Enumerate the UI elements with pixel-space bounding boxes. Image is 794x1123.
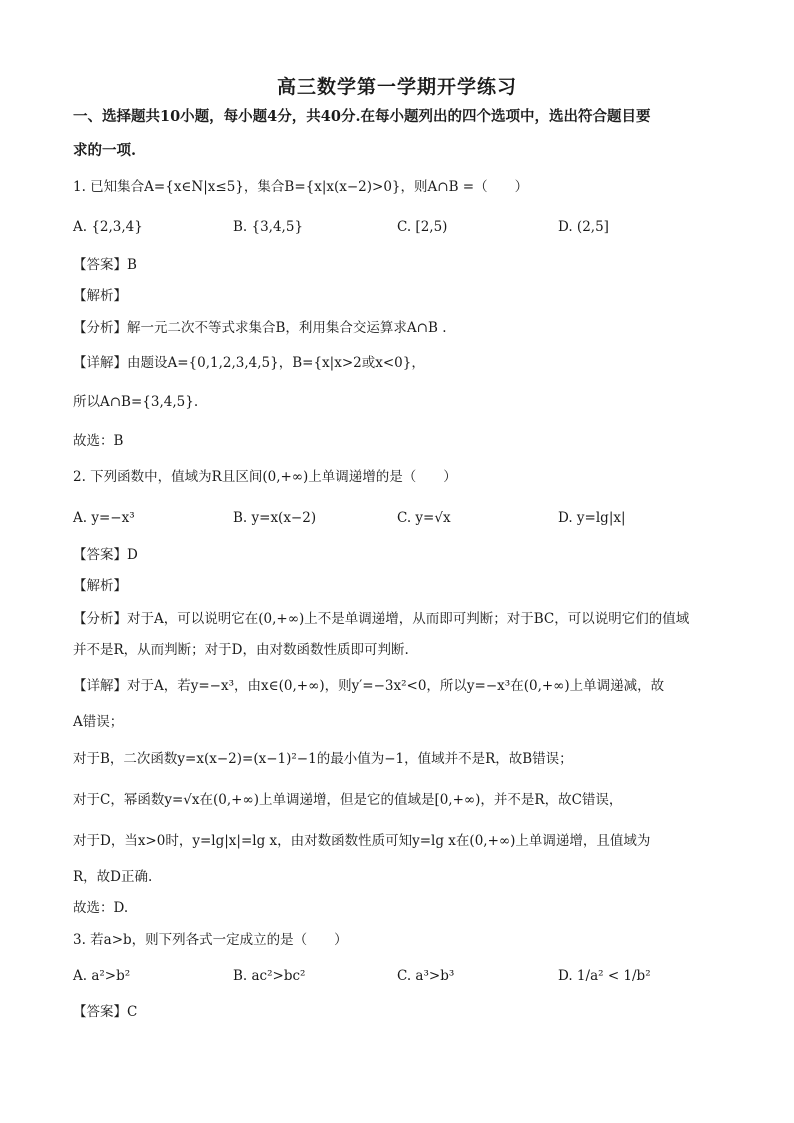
q1-analysis-label: 【解析】: [73, 288, 127, 304]
q2-detail-line4: 对于C，幂函数y=√x在(0,+∞)上单调递增，但是它的值域是[0,+∞)，并不是R，故C错误，: [73, 792, 623, 808]
section-heading-line2: 求的一项.: [73, 142, 137, 159]
q1-result: 所以A∩B={3,4,5}.: [73, 394, 199, 410]
q2-fenxi-line1: 【分析】对于A，可以说明它在(0,+∞)上不是单调递增，从而即可判断；对于BC，可以说明它们的值域: [73, 611, 690, 627]
q2-option-a: A. y=−x³: [73, 510, 135, 526]
q2-option-b: B. y=x(x−2): [233, 510, 317, 526]
q2-stem: 2. 下列函数中，值域为R且区间(0,+∞)上单调递增的是（ ）: [73, 469, 457, 485]
q2-option-d: D. y=lg|x|: [558, 510, 626, 526]
q1-choose: 故选：B: [73, 433, 124, 449]
q3-option-c: C. a³>b³: [397, 968, 455, 984]
q2-detail-line5: 对于D，当x>0时，y=lg|x|=lg x，由对数函数性质可知y=lg x在(0,+∞)上单调递增，且值域为: [73, 833, 651, 849]
q1-answer: 【答案】B: [73, 257, 137, 273]
q2-detail-line6: R，故D正确.: [73, 869, 153, 885]
q3-option-d: D. 1/a² < 1/b²: [558, 968, 651, 984]
q1-option-a: A. {2,3,4}: [73, 219, 143, 235]
q3-option-b: B. ac²>bc²: [233, 968, 306, 984]
q1-fenxi: 【分析】解一元二次不等式求集合B，利用集合交运算求A∩B .: [73, 320, 447, 336]
q1-stem: 1. 已知集合A={x∈N|x≤5}，集合B={x|x(x−2)>0}，则A∩B =（ ）: [73, 179, 529, 195]
q1-option-d: D. (2,5]: [558, 219, 609, 235]
q1-detail: 【详解】由题设A={0,1,2,3,4,5}，B={x|x>2或x<0}，: [73, 355, 425, 371]
q2-fenxi-line2: 并不是R，从而判断；对于D，由对数函数性质即可判断.: [73, 642, 409, 658]
page-title: 高三数学第一学期开学练习: [276, 76, 517, 98]
q2-answer: 【答案】D: [73, 547, 138, 563]
q2-detail-line3: 对于B，二次函数y=x(x−2)=(x−1)²−1的最小值为−1，值域并不是R，故B错误；: [73, 751, 573, 767]
q1-option-b: B. {3,4,5}: [233, 219, 304, 235]
q2-detail-line2: A错误；: [73, 714, 124, 730]
q2-option-c: C. y=√x: [397, 510, 451, 526]
q2-detail-line1: 【详解】对于A，若y=−x³，由x∈(0,+∞)，则y′=−3x²<0，所以y=−x³在(0,+∞)上单调递减，故: [73, 678, 665, 694]
q2-analysis-label: 【解析】: [73, 578, 127, 594]
q1-option-c: C. [2,5): [397, 219, 448, 235]
q3-option-a: A. a²>b²: [73, 968, 131, 984]
q3-stem: 3. 若a>b，则下列各式一定成立的是（ ）: [73, 932, 348, 948]
q3-answer: 【答案】C: [73, 1004, 138, 1020]
section-heading-line1: 一、选择题共10小题，每小题4分，共40分.在每小题列出的四个选项中，选出符合题目要: [73, 108, 651, 125]
q2-choose: 故选：D.: [73, 900, 129, 916]
